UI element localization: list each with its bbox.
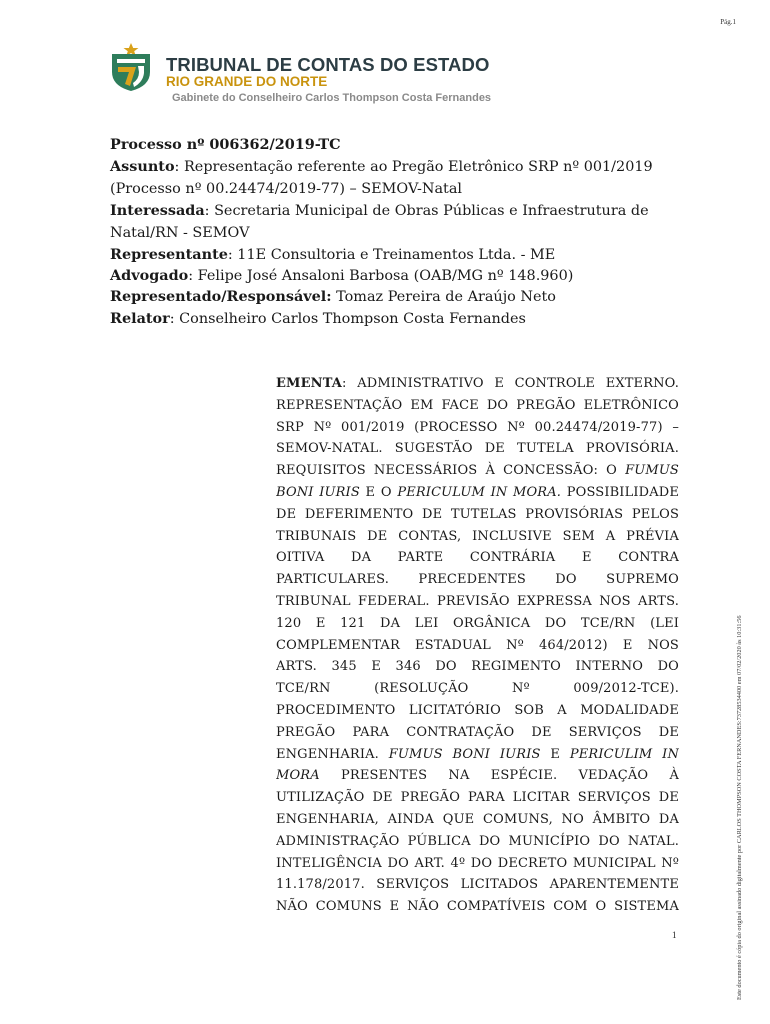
ementa-line: NÃO COMUNS E NÃO COMPATÍVEIS COM O SISTEMA: [276, 899, 679, 915]
assunto-line: [110, 156, 680, 178]
org-subtitle: RIO GRANDE DO NORTE: [166, 74, 328, 89]
ementa-line: REQUISITOS NECESSÁRIOS À CONCESSÃO: O FUMUS: [276, 463, 679, 479]
ementa-line: PARTICULARES. PRECEDENTES DO SUPREMO: [276, 572, 679, 588]
representante-label: Representante: [110, 246, 228, 263]
ementa-line: ADMINISTRAÇÃO PÚBLICA DO MUNICÍPIO DO NATAL.: [276, 833, 679, 849]
representado-label: Representado/Responsável:: [110, 288, 332, 305]
representante-line: [110, 244, 680, 266]
digital-signature-note: Este documento é cópia do original assinado digitalmente por CARLOS THOMPSON COSTA FERNANDES:73728534400 em 07/02/2020 às 10:31:56: [736, 615, 743, 1000]
org-title: TRIBUNAL DE CONTAS DO ESTADO: [166, 54, 490, 75]
ementa-label: EMENTA: [276, 376, 343, 391]
ementa-line: DE DEFERIMENTO DE TUTELAS PROVISÓRIAS PELOS: [276, 506, 679, 522]
relator-label: Relator: [110, 310, 170, 327]
ementa-line: SRP Nº 001/2019 (PROCESSO Nº 00.24474/2019-77) –: [276, 419, 679, 435]
interessada-line-2: Natal/RN - SEMOV: [110, 225, 250, 241]
ementa-line: TRIBUNAIS DE CONTAS, INCLUSIVE SEM A PRÉVIA: [276, 528, 679, 544]
ementa-line: BONI IURIS E O PERICULUM IN MORA. POSSIBILIDADE: [276, 484, 679, 500]
representado-line: [110, 286, 680, 308]
interessada-line: [110, 200, 680, 222]
processo-label: Processo nº 006362/2019-TC: [110, 136, 341, 153]
ementa-line: ENGENHARIA. FUMUS BONI IURIS E PERICULIM IN: [276, 746, 679, 762]
ementa-line: TCE/RN (RESOLUÇÃO Nº 009/2012-TCE).: [276, 681, 679, 697]
case-metadata: [110, 134, 680, 330]
ementa-line: COMPLEMENTAR ESTADUAL Nº 464/2012) E NOS: [276, 637, 679, 653]
ementa-line: MORA PRESENTES NA ESPÉCIE. VEDAÇÃO À: [276, 768, 679, 784]
tce-logo-icon: [106, 42, 156, 92]
ementa-line: INTELIGÊNCIA DO ART. 4º DO DECRETO MUNICIPAL Nº: [276, 855, 679, 871]
page-label: Pág.1: [720, 18, 736, 26]
advogado-value: : Felipe José Ansaloni Barbosa (OAB/MG nº 148.960): [188, 268, 574, 284]
assunto-value: : Representação referente ao Pregão Eletrônico SRP nº 001/2019: [174, 159, 653, 175]
ementa-line: PREGÃO PARA CONTRATAÇÃO DE SERVIÇOS DE: [276, 724, 679, 740]
representante-value: : 11E Consultoria e Treinamentos Ltda. - ME: [227, 247, 556, 263]
ementa-line: OITIVA DA PARTE CONTRÁRIA E CONTRA: [276, 550, 679, 566]
interessada-label: Interessada: [110, 202, 205, 219]
cabinet-line: Gabinete do Conselheiro Carlos Thompson Costa Fernandes: [172, 92, 492, 104]
assunto-label: Assunto: [110, 158, 175, 175]
ementa-line: SEMOV-NATAL. SUGESTÃO DE TUTELA PROVISÓRIA.: [276, 441, 679, 457]
ementa-line: TRIBUNAL FEDERAL. PREVISÃO EXPRESSA NOS ARTS.: [276, 593, 679, 609]
relator-value: : Conselheiro Carlos Thompson Costa Fernandes: [169, 311, 526, 327]
ementa-line: PROCEDIMENTO LICITATÓRIO SOB A MODALIDADE: [276, 702, 679, 718]
document-header: [106, 42, 666, 112]
advogado-label: Advogado: [110, 267, 189, 284]
page-number: 1: [672, 930, 677, 940]
relator-line: [110, 308, 680, 330]
ementa-line: REPRESENTAÇÃO EM FACE DO PREGÃO ELETRÔNICO: [276, 397, 679, 413]
ementa-line: ARTS. 345 E 346 DO REGIMENTO INTERNO DO: [276, 659, 679, 675]
ementa-line: ENGENHARIA, AINDA QUE COMUNS, NO ÂMBITO DA: [276, 811, 679, 827]
ementa-line: 120 E 121 DA LEI ORGÂNICA DO TCE/RN (LEI: [276, 615, 679, 631]
ementa-line: 11.178/2017. SERVIÇOS LICITADOS APARENTEMENTE: [276, 877, 679, 893]
ementa-block: [276, 373, 679, 918]
assunto-line-2: (Processo nº 00.24474/2019-77) – SEMOV-Natal: [110, 181, 463, 197]
processo-line: [110, 134, 680, 156]
representado-value: Tomaz Pereira de Araújo Neto: [331, 289, 556, 305]
ementa-line: UTILIZAÇÃO DE PREGÃO PARA LICITAR SERVIÇOS DE: [276, 790, 679, 806]
advogado-line: [110, 266, 680, 286]
interessada-value: : Secretaria Municipal de Obras Públicas e Infraestrutura de: [204, 203, 649, 219]
ementa-line: EMENTA: ADMINISTRATIVO E CONTROLE EXTERNO.: [276, 376, 679, 391]
